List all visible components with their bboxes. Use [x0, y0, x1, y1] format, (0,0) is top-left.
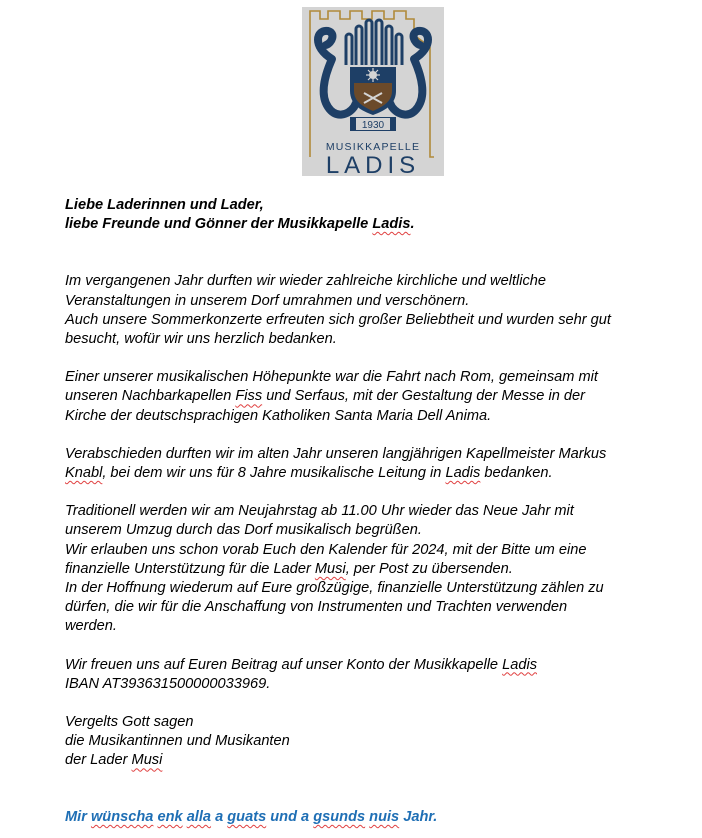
text-line: werden. — [65, 618, 117, 635]
paragraph-new-year — [65, 502, 675, 636]
signoff — [65, 713, 675, 771]
spellcheck-word: Musi — [314, 560, 346, 577]
spellcheck-word: enk — [157, 809, 183, 825]
text-span: der Lader — [65, 752, 132, 769]
text-line — [65, 751, 675, 770]
paragraph-farewell — [65, 445, 675, 483]
text-line: Wir erlauben uns schon vorab Euch den Kalender für 2024, mit der Bitte um eine — [65, 541, 587, 558]
text-span: Jahr. — [399, 809, 438, 825]
spellcheck-word: wünscha — [90, 809, 154, 825]
spellcheck-word: Musi — [131, 752, 163, 769]
spellcheck-word: Ladis — [372, 216, 411, 233]
text-span: Wir freuen uns auf Euren Beitrag auf unser Konto der Musikkapelle — [65, 656, 503, 673]
musikkapelle-ladis-logo — [302, 7, 444, 176]
spellcheck-word: Ladis — [445, 465, 481, 482]
text-line: Im vergangenen Jahr durften wir wieder zahlreiche kirchliche und weltliche — [65, 273, 547, 290]
text-line: In der Hoffnung wiederum auf Eure großzügige, finanzielle Unterstützung zählen zu — [65, 580, 604, 597]
spellcheck-word: guats — [227, 809, 267, 825]
spellcheck-word: nuis — [369, 809, 400, 825]
text-span: finanzielle Unterstützung für die Lader — [65, 560, 315, 577]
text-line: die Musikantinnen und Musikanten — [65, 733, 290, 750]
text-span: , per Post zu übersenden. — [345, 560, 513, 577]
spellcheck-word: Knabl — [65, 465, 103, 482]
spellcheck-word: Fiss — [235, 388, 263, 405]
text-line: Veranstaltungen in unserem Dorf umrahmen und verschönern. — [65, 292, 470, 309]
text-span: bedanken. — [480, 465, 553, 482]
text-span: und Serfaus, mit der Gestaltung der Messe in der — [262, 388, 585, 405]
logo-year: 1930 — [361, 120, 385, 131]
text-line — [65, 560, 675, 579]
text-line: Kirche der deutschsprachigen Katholiken Santa Maria Dell Anima. — [65, 407, 492, 424]
paragraph-account — [65, 656, 675, 694]
text-span: a — [211, 809, 228, 825]
text-span: unseren Nachbarkapellen — [65, 388, 236, 405]
greeting-line-1: Liebe Laderinnen und Lader, — [65, 197, 264, 213]
text-line: besucht, wofür wir uns herzlich bedanken. — [65, 331, 337, 348]
letter-body — [65, 196, 675, 771]
text-line: unserem Umzug durch das Dorf musikalisch begrüßen. — [65, 522, 422, 539]
greeting-line-2-end: . — [410, 216, 415, 233]
logo-arc-text: MUSIKKAPELLE — [325, 141, 421, 153]
text-line — [65, 656, 675, 675]
text-line: Verabschieden durften wir im alten Jahr unseren langjährigen Kapellmeister Markus — [65, 445, 607, 462]
text-line: Einer unserer musikalischen Höhepunkte war die Fahrt nach Rom, gemeinsam mit — [65, 369, 598, 386]
text-span: und a — [266, 809, 314, 825]
text-line: Traditionell werden wir am Neujahrstag ab 11.00 Uhr wieder das Neue Jahr mit — [65, 503, 574, 520]
greeting-line-2 — [65, 215, 675, 234]
greeting-line-2-text: liebe Freunde und Gönner der Musikkapelle — [65, 216, 373, 233]
text-line: dürfen, die wir für die Anschaffung von Instrumenten und Trachten verwenden — [65, 599, 568, 616]
paragraph-rome — [65, 368, 675, 426]
paragraph-events — [65, 272, 675, 349]
text-line: Vergelts Gott sagen — [65, 714, 194, 731]
spellcheck-word: Ladis — [502, 656, 537, 673]
text-line — [65, 387, 675, 406]
text-span: Mir — [65, 809, 91, 825]
closing-wish — [65, 809, 437, 825]
text-line — [65, 464, 675, 483]
text-line: Auch unsere Sommerkonzerte erfreuten sich großer Beliebtheit und wurden sehr gut — [65, 311, 611, 328]
greeting — [65, 196, 675, 234]
iban: IBAN AT393631500000033969. — [65, 675, 271, 692]
text-span: , bei dem wir uns für 8 Jahre musikalische Leitung in — [102, 465, 446, 482]
logo-name: LADIS — [325, 152, 421, 176]
spellcheck-word: alla — [186, 809, 212, 825]
spellcheck-word: gsunds — [313, 809, 366, 825]
